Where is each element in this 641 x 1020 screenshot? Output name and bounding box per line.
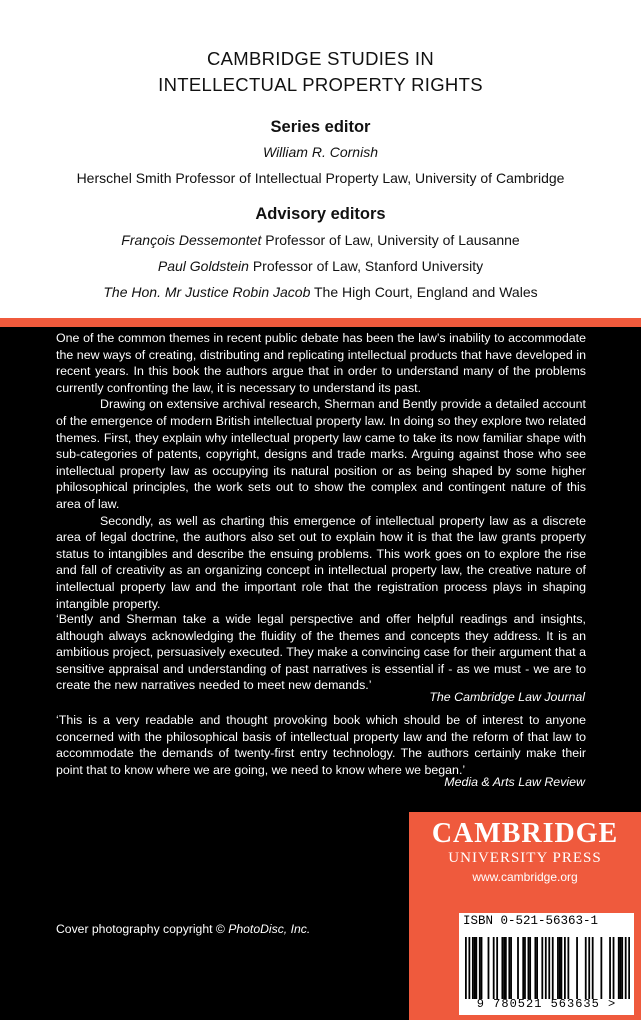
barcode-bar bbox=[475, 937, 477, 999]
barcode-bar bbox=[576, 937, 578, 999]
publisher-name: CAMBRIDGE bbox=[431, 818, 619, 849]
barcode-bar bbox=[501, 937, 503, 999]
advisory-editor-name: Paul Goldstein bbox=[157, 258, 249, 274]
review-quote: ‘This is a very readable and thought provoking book which should be of interest to anyone concerned with the philosophical basis of intellectual property law and the reform of that law to accommodate the demands of twenty-first entry technology. The authors certainly make their point that to know where we are going, we need to know where we began.’ bbox=[56, 713, 586, 777]
barcode-bar bbox=[510, 937, 512, 999]
photo-credit bbox=[56, 922, 310, 936]
barcode-bar bbox=[528, 937, 530, 999]
barcode-bar bbox=[585, 937, 587, 999]
publisher-url: www.cambridge.org bbox=[472, 870, 578, 884]
barcode-bar bbox=[561, 937, 563, 999]
review-quote: ‘Bently and Sherman take a wide legal perspective and offer helpful readings and insights, although always acknowledging the fluidity of the themes and concepts they address. It is an ambitious project, persuasively executed. They make a convincing case for their argument that a sensitive appraisal and understanding of past narratives is essential if - as we must - we are to create the new narratives needed to meet new demands.’ bbox=[56, 612, 586, 693]
advisory-editor-affiliation: Professor of Law, Stanford University bbox=[252, 258, 484, 274]
barcode-bar bbox=[536, 937, 538, 999]
publisher-block bbox=[409, 812, 641, 1020]
advisory-editor bbox=[0, 284, 641, 300]
barcode-bar bbox=[505, 937, 507, 999]
photo-credit-owner: PhotoDisc, Inc. bbox=[228, 922, 311, 936]
barcode-digits: 9 780521 563635 > bbox=[476, 997, 617, 1011]
barcode-bar bbox=[552, 937, 554, 999]
advisory-heading: Advisory editors bbox=[255, 205, 386, 223]
advisory-editor-name: The Hon. Mr Justice Robin Jacob bbox=[103, 284, 311, 300]
barcode-bar bbox=[592, 937, 594, 999]
series-editor-name: William R. Cornish bbox=[262, 144, 378, 160]
barcode-bar bbox=[529, 937, 531, 999]
barcode-bar bbox=[541, 937, 543, 999]
barcode-bar bbox=[474, 937, 476, 999]
publisher-press: UNIVERSITY PRESS bbox=[448, 850, 602, 866]
barcode-bar bbox=[564, 937, 566, 999]
blurb-paragraph: Secondly, as well as charting this emergence of intellectual property law as a discrete area of legal doctrine, the authors also set out to explain how it is that the law grants property status to intangibles and describe the ensuing problems. This work goes on to explore the rise and fall of creativity as an organizing concept in intellectual property law, the creative nature of intellectual property law and the important role that the registration process plays in shaping intangible property. bbox=[56, 513, 586, 611]
barcode-bar bbox=[468, 937, 470, 999]
barcode-bar bbox=[548, 937, 550, 999]
advisory-editor-affiliation: The High Court, England and Wales bbox=[314, 284, 538, 300]
barcode-bar bbox=[481, 937, 483, 999]
barcode-bar bbox=[503, 937, 505, 999]
barcode-bar bbox=[621, 937, 623, 999]
series-editor-heading: Series editor bbox=[270, 118, 371, 136]
series-panel bbox=[0, 0, 641, 318]
barcode-bar bbox=[618, 937, 620, 999]
barcode-bar bbox=[522, 937, 524, 999]
review-source: The Cambridge Law Journal bbox=[429, 690, 585, 704]
barcode-bar bbox=[534, 937, 536, 999]
barcode-bar bbox=[496, 937, 498, 999]
photo-credit-prefix: Cover photography copyright © bbox=[56, 922, 229, 936]
accent-divider bbox=[0, 318, 641, 327]
review-source: Media & Arts Law Review bbox=[444, 775, 585, 789]
advisory-editor-name: François Dessemontet bbox=[121, 232, 262, 248]
barcode-bar bbox=[545, 937, 547, 999]
barcode-bar bbox=[567, 937, 569, 999]
barcode-bar bbox=[465, 937, 467, 999]
barcode-bar bbox=[588, 937, 590, 999]
barcode-bar bbox=[508, 937, 510, 999]
isbn: ISBN 0-521-56363-1 bbox=[463, 914, 599, 928]
barcode-bar bbox=[600, 937, 602, 999]
series-editor-title: Herschel Smith Professor of Intellectual Property Law, University of Cambridge bbox=[76, 170, 565, 186]
barcode-box bbox=[459, 913, 634, 1015]
barcode bbox=[465, 937, 630, 999]
barcode-bar bbox=[557, 937, 559, 999]
series-title-line1: CAMBRIDGE STUDIES IN bbox=[207, 48, 434, 69]
barcode-bar bbox=[620, 937, 622, 999]
barcode-bar bbox=[524, 937, 526, 999]
series-title-line2: INTELLECTUAL PROPERTY RIGHTS bbox=[158, 74, 483, 95]
barcode-bar bbox=[609, 937, 611, 999]
advisory-editor-affiliation: Professor of Law, University of Lausanne bbox=[265, 232, 520, 248]
barcode-bar bbox=[488, 937, 490, 999]
barcode-bar bbox=[625, 937, 627, 999]
barcode-bar bbox=[493, 937, 495, 999]
advisory-editor bbox=[0, 232, 641, 248]
blurb-paragraph: One of the common themes in recent public debate has been the law’s inability to accommodate the new ways of creating, distributing and replicating intellectual products that have developed in recent years. In this book the authors argue that in order to understand many of the problems currently confronting the law, it is necessary to understand its past. bbox=[56, 331, 586, 395]
barcode-bar bbox=[559, 937, 561, 999]
blurb-paragraph: Drawing on extensive archival research, Sherman and Bently provide a detailed account of the emergence of modern British intellectual property law. In doing so they explore two related themes. First, they explain why intellectual property law came to take its now familiar shape with sub-categories of patents, copyright, designs and trade marks. Arguing against those who see intellectual property law as occupying its natural position or as being shaped by some higher philosophical principles, the work sets out to show the complex and contingent nature of this area of law. bbox=[56, 397, 586, 511]
barcode-bar bbox=[472, 937, 474, 999]
advisory-editor bbox=[0, 258, 641, 274]
barcode-bar bbox=[479, 937, 481, 999]
barcode-bar bbox=[517, 937, 519, 999]
barcode-bar bbox=[613, 937, 615, 999]
barcode-bar bbox=[628, 937, 630, 999]
blurb bbox=[56, 330, 586, 612]
